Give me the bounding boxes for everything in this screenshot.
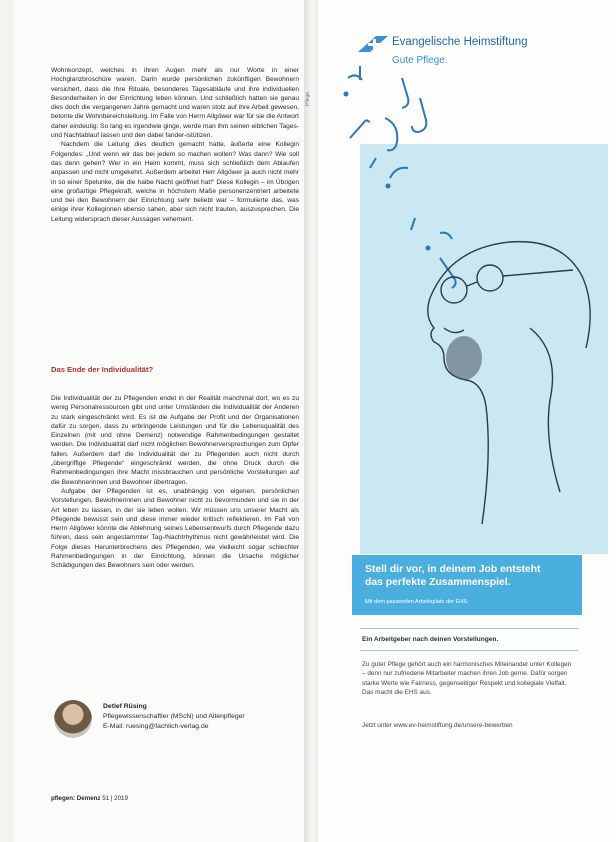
paragraph: Aufgabe der Pflegenden ist es, unabhängig von eigenen, persönlichen Vorstellungen, Bewohnerinnen und Bewohner nicht zu bevormunden und sie in der Art leben zu lassen, in der sie leben wollen. Wir müssen uns unserer Macht als Pflegende bewusst sein und diese immer wieder kritisch reflektieren. Im Fall von Herrn Allgöwer könnte die Ablehnung seines Lebensentwurfs durch Pflegende dazu führen, dass sein angestammter Tag-/Nachtrhythmus nicht gewährleistet wird. Die Folge dieses Herunterbrechens des Pflegenden, wie vielleicht sogar schlechter Rahmenbedingungen in der Einrichtung, können die Ursache möglicher Schädigungen des Bewohners sein oder werden. [51,487,299,570]
employer-heading: Ein Arbeitgeber nach deinen Vorstellungen. [362,636,499,643]
author-box [103,702,245,732]
author-photo [54,700,92,738]
margin-note: Pflege [305,91,311,106]
author-email: E-Mail: ruesing@fachlich-verlag.de [103,723,209,730]
banner-heading-line: Stell dir vor, in deinem Job entsteht [365,564,541,575]
journal-name: pflegen: Demenz [51,795,101,802]
man-with-music-illustration [330,58,608,558]
banner-heading-line: das perfekte Zusammenspiel. [365,577,511,588]
career-link[interactable]: Jetzt unter www.ev-heimstiftung.de/unsere-bewerben [362,722,513,729]
recruitment-banner [352,555,582,615]
logo-name: Evangelische Heimstiftung [392,36,528,48]
article-body-top [51,66,299,224]
employer-text: Zu guter Pflege gehört auch ein harmonisches Miteinander unter Kollegen – denn nur zufriedene Mitarbeiter machen ihren Job gerne. Dafür sorgen starke Werte wie Fairness, gegenseitiger Respekt und kollegiale Vielfalt. Das macht die EHS aus. [362,661,572,696]
divider [360,650,578,651]
page-binding [304,0,318,842]
author-name: Detlef Rüsing [103,703,147,710]
heimstiftung-logo-icon [356,32,390,56]
article-body-bottom [51,394,299,571]
banner-heading [365,563,541,589]
page-footer [51,795,128,802]
beard-icon [446,336,482,380]
logo-tagline: Gute Pflege. [392,55,448,66]
paragraph: Nachdem die Leitung dies deutlich gemacht hatte, äußerte eine Kollegin Folgendes: „Und wenn wir das bei jedem so machen wollen? Was dann? Wie soll das denn gehen? Wer in ein Heim kommt, muss sich schließlich dem Ablaufen anpassen und nicht umgekehrt. Außerdem arbeitet Herr Allgöwer ja auch nicht mehr in so einer Spelunke, die die halbe Nacht geöffnet hat!“ Diese Kollegin – im Übrigen eine großartige Pflegekraft, welche in höchstem Maße personenzentriert arbeitete und bei den Bewohnern der Einrichtung sehr beliebt war – formulierte das, was einige ihrer Kolleginnen ebenso sahen, aber sich nicht trauten, auszusprechen. Die Leitung widersprach dieser Aussagen vehement. [51,141,299,223]
author-role: Pflegewissenschaftler (MScN) und Altenpfleger [103,713,245,720]
banner-subtitle: Mit dem passenden Arbeitsplatz der EHS. [365,599,469,605]
issue-number: 51 | 2019 [102,795,128,802]
paragraph: Die Individualität der zu Pflegenden endet in der Realität manchmal dort, wo es zu wenig Personalressourcen gibt und unter Umständen die Individualität der Anderen zu stark eingeschränkt wird. Es ist die Aufgabe der Profit und der Organisationen dafür zu sorgen, dass zu erbringende Leistungen und für die Lebensqualität des Einzelnen (mit und ohne Demenz) notwendige Rahmenbedingungen gestaltet werden. Die Individualität darf nicht möglichen Bewohnerversprechungen zum Opfer fallen. Außerdem darf die Individualität der zu Pflegenden auch nicht durch „übergriffige Pflegende“ eingeschränkt werden, die ohne Druck durch die Rahmenbedingungen ihre Macht missbrauchen und persönliche Vorstellungen auf die Bewohnerinnen und Bewohner übertragen. [51,395,299,486]
illustration-background [360,144,608,554]
paragraph: Wohnkonzept, welches in ihren Augen mehr als nur Worte in einer Hochglanzbroschüre waren. Darin wurde persönlichen zukünftigen Bewohnern versichert, dass die Ihre Rituale, besonderes Tagesabläufe und ihre individuellen Besonderheiten in der Einrichtung leben können. Und schließlich hatten sie genau dies doch die vergangenen Jahre gemacht und waren stolz auf ihre Arbeit gewesen, betonte die Wohnbereichsleitung. Im Falle von Herrn Allgöwer war für sie die Antwort daher eindeutig: So lang es irgendwie ginge, werde man ihm seinen eiblichen Tages- und Nachtablauf lassen und den dabei fander-istütizen. [51,67,299,140]
divider [360,628,578,629]
section-heading: Das Ende der Individualität? [51,365,154,374]
